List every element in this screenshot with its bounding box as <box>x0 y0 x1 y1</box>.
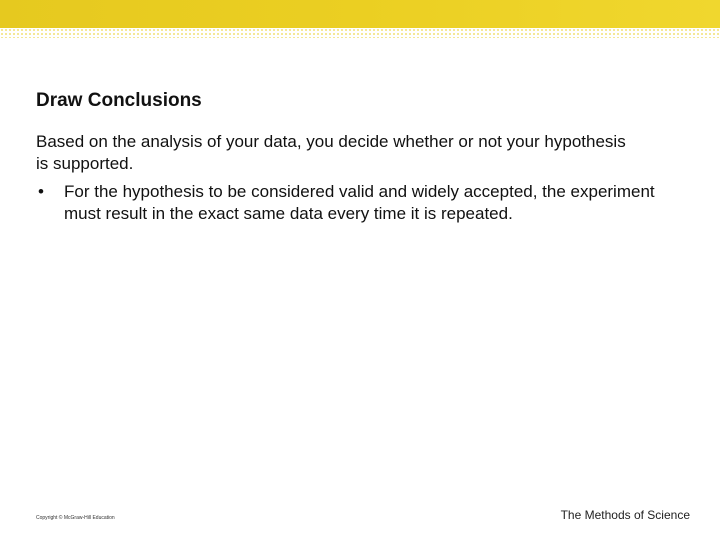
bullet-text: For the hypothesis to be considered valid and widely accepted, the experiment must result in the exact same data every time it is repeated. <box>64 182 655 223</box>
copyright-notice: Copyright © McGraw-Hill Education <box>36 515 115 521</box>
footer-section-title: The Methods of Science <box>560 508 690 522</box>
header-dot-pattern <box>0 28 720 38</box>
bullet-item <box>36 181 676 225</box>
header-band <box>0 0 720 28</box>
slide-title: Draw Conclusions <box>36 90 202 111</box>
bullet-marker: • <box>38 182 44 201</box>
intro-paragraph: Based on the analysis of your data, you decide whether or not your hypothesis is supported. <box>36 132 626 173</box>
